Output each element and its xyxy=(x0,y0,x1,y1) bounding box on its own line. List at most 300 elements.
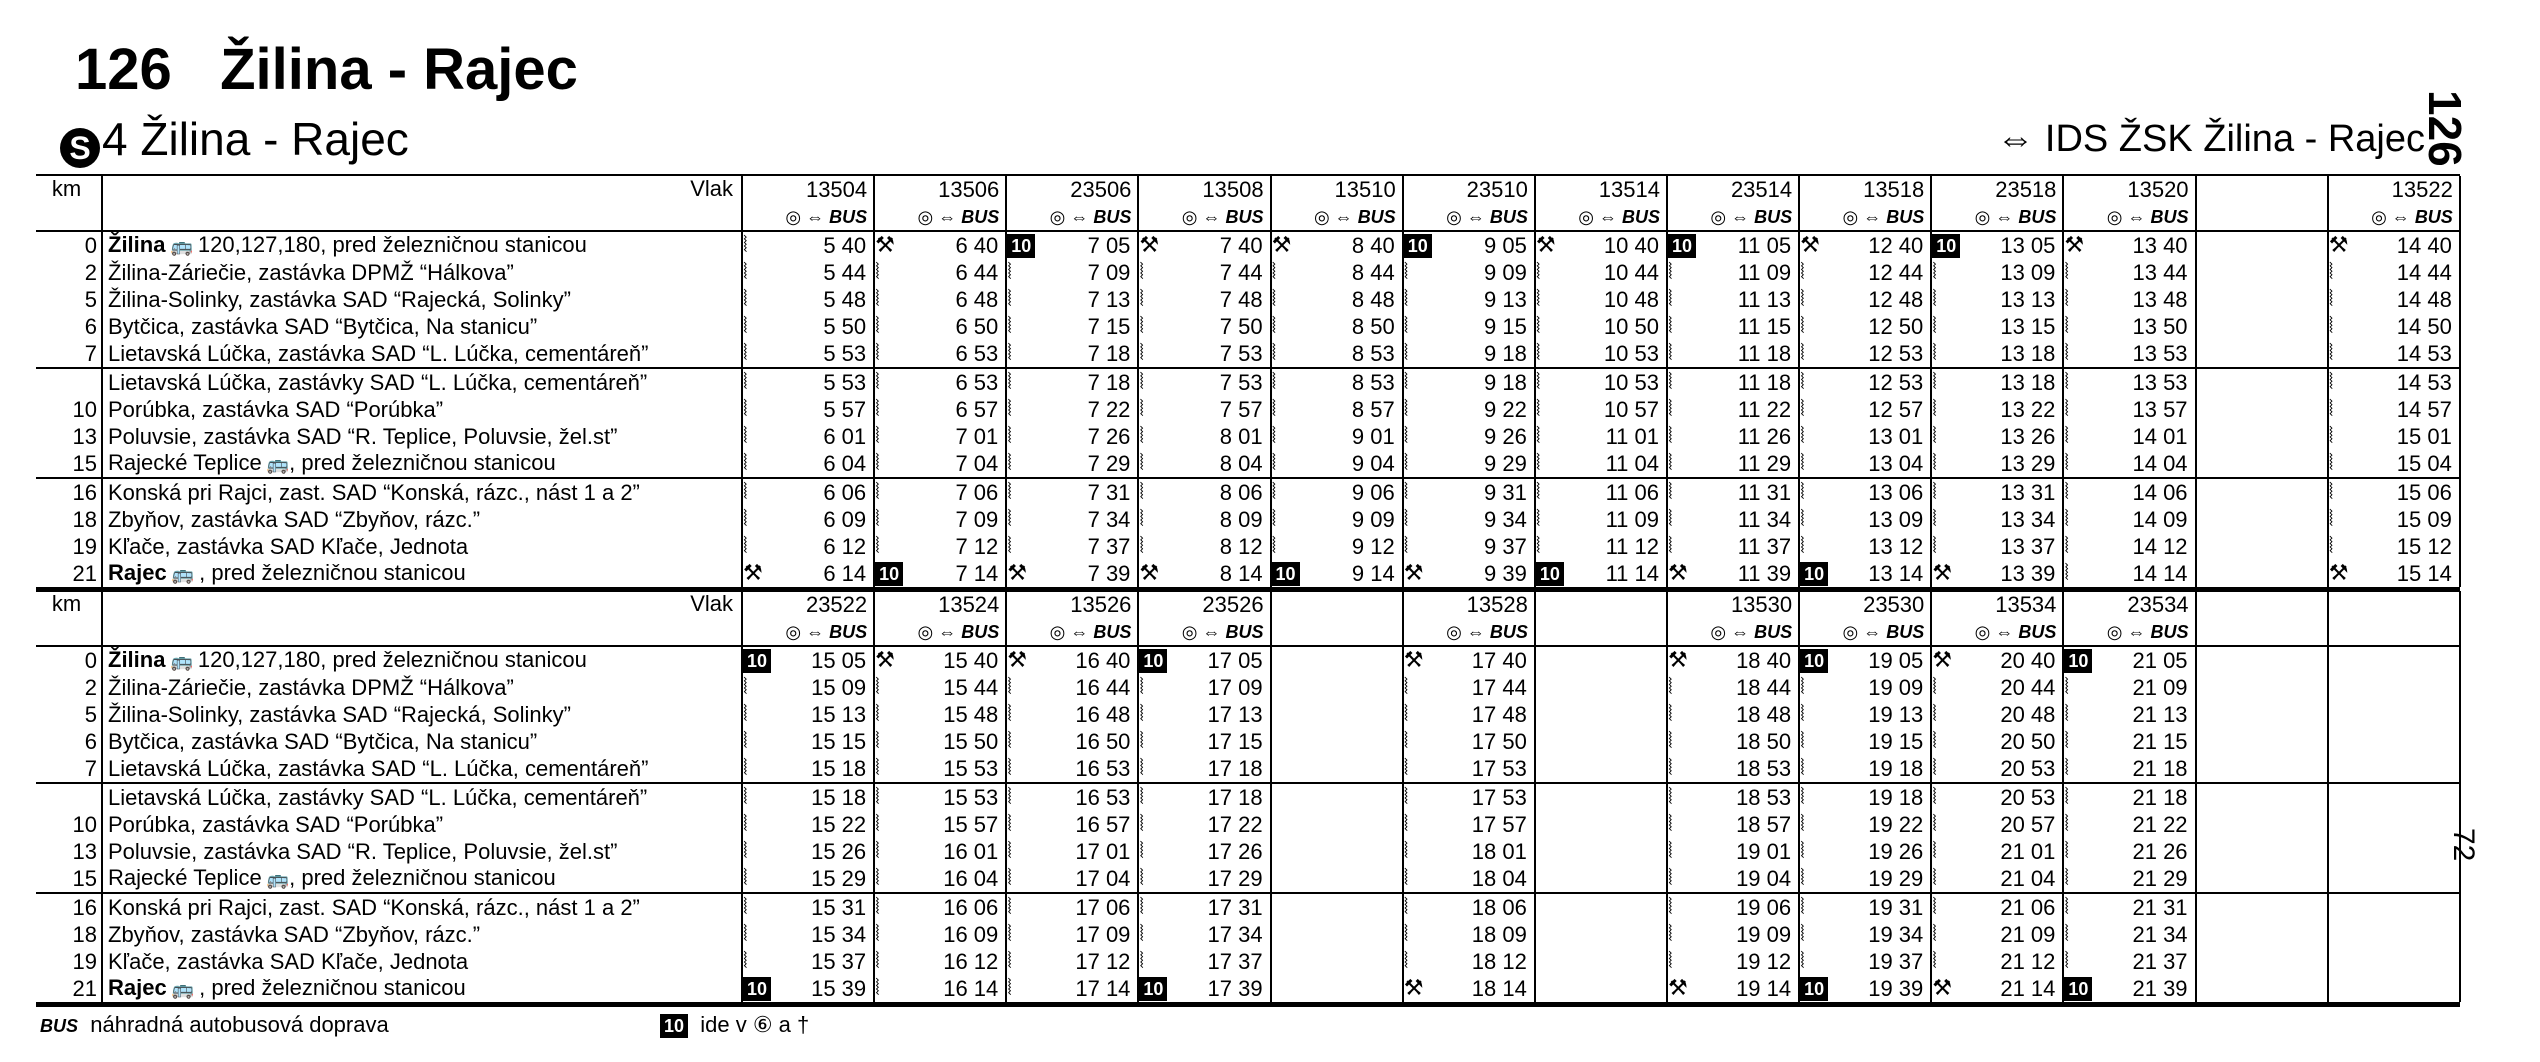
symbol-cell xyxy=(2328,560,2362,587)
time-cell: 7 18 xyxy=(1040,368,1138,396)
service-icon-group xyxy=(1050,622,1132,642)
page-number: 72 xyxy=(2447,828,2480,862)
symbol-cell xyxy=(1403,755,1437,783)
time-cell xyxy=(2230,838,2328,865)
time-cell: 20 50 xyxy=(1965,728,2063,755)
symbol-cell xyxy=(1006,340,1040,368)
symbol-cell xyxy=(1271,646,1305,674)
time-cell xyxy=(2230,975,2328,1002)
symbol-cell xyxy=(1535,948,1569,975)
service-icon-group xyxy=(1446,622,1528,642)
symbol-cell xyxy=(2063,921,2097,948)
symbol-cell xyxy=(2063,948,2097,975)
symbol-cell xyxy=(1006,423,1040,450)
continuation-mark: ⦚ xyxy=(743,865,748,890)
symbol-cell xyxy=(1403,674,1437,701)
time-cell: 11 37 xyxy=(1701,533,1799,560)
symbol-cell xyxy=(1799,396,1833,423)
station-name xyxy=(102,646,742,674)
continuation-mark: ⦚ xyxy=(1007,701,1012,726)
time-cell: 7 15 xyxy=(1040,313,1138,340)
symbol-cell xyxy=(1667,838,1701,865)
time-cell xyxy=(2362,865,2460,893)
symbol-cell xyxy=(1271,975,1305,1002)
service-icon-group xyxy=(918,207,1000,227)
arrows-icon: ⇔ xyxy=(1863,622,1882,642)
continuation-mark: ⦚ xyxy=(1800,674,1805,699)
symbol-cell xyxy=(1138,701,1172,728)
continuation-mark: ⦚ xyxy=(875,728,880,753)
continuation-mark: ⦚ xyxy=(1007,533,1012,558)
symbol-cell xyxy=(2063,478,2097,506)
km-cell: 10 xyxy=(36,396,102,423)
eye-icon: ◎ xyxy=(1313,207,1330,227)
station-name-text: Žilina-Záriečie, zastávka DPMŽ “Hálkova” xyxy=(108,674,514,700)
service-icon-group xyxy=(1843,622,1925,642)
continuation-mark: ⦚ xyxy=(1800,755,1805,780)
continuation-mark: ⦚ xyxy=(743,674,748,699)
eye-icon: ◎ xyxy=(1049,207,1066,227)
symbol-cell xyxy=(1667,313,1701,340)
station-name-text: Porúbka, zastávka SAD “Porúbka” xyxy=(108,396,444,422)
time-cell: 9 34 xyxy=(1437,506,1535,533)
time-cell: 9 29 xyxy=(1437,450,1535,478)
bus-label: BUS xyxy=(1225,622,1264,642)
hammers-icon: ⚒ xyxy=(1139,232,1160,257)
continuation-mark: ⦚ xyxy=(743,259,748,284)
hammers-icon: ⚒ xyxy=(1007,647,1028,672)
time-cell: 15 18 xyxy=(776,755,874,783)
symbol-cell xyxy=(1271,948,1305,975)
code-10-badge: 10 xyxy=(1404,234,1432,258)
hammers-icon: ⚒ xyxy=(1667,560,1688,585)
time-cell: 21 12 xyxy=(1965,948,2063,975)
code-10-badge: 10 xyxy=(660,1014,688,1038)
km-cell: 0 xyxy=(36,231,102,259)
continuation-mark: ⦚ xyxy=(1007,865,1012,890)
continuation-mark: ⦚ xyxy=(2328,259,2334,284)
symbol-cell xyxy=(2328,450,2362,478)
time-cell xyxy=(2230,450,2328,478)
time-cell: 9 39 xyxy=(1437,560,1535,587)
table-row xyxy=(36,231,2460,259)
continuation-mark: ⦚ xyxy=(1800,369,1805,394)
symbol-cell xyxy=(1667,231,1701,259)
service-icons xyxy=(874,203,1006,231)
time-cell: 10 50 xyxy=(1569,313,1667,340)
symbol-cell xyxy=(742,948,776,975)
eye-icon: ◎ xyxy=(1974,622,1991,642)
continuation-mark: ⦚ xyxy=(1535,479,1541,504)
continuation-mark: ⦚ xyxy=(1932,423,1937,448)
km-cell: 10 xyxy=(36,811,102,838)
symbol-cell xyxy=(1271,811,1305,838)
symbol-cell xyxy=(1535,259,1569,286)
time-cell: 11 14 xyxy=(1569,560,1667,587)
symbol-cell xyxy=(742,286,776,313)
symbol-cell xyxy=(742,646,776,674)
code-10-badge: 10 xyxy=(1007,234,1035,258)
km-cell: 21 xyxy=(36,975,102,1002)
symbol-cell xyxy=(1006,838,1040,865)
time-cell: 19 22 xyxy=(1833,811,1931,838)
table-row xyxy=(36,286,2460,313)
time-cell xyxy=(2362,701,2460,728)
time-cell xyxy=(2230,893,2328,921)
bus-label: BUS xyxy=(1754,622,1793,642)
continuation-mark: ⦚ xyxy=(1800,948,1805,973)
station-name xyxy=(102,755,742,783)
time-cell: 11 09 xyxy=(1701,259,1799,286)
continuation-mark: ⦚ xyxy=(875,865,880,890)
symbol-cell xyxy=(1138,921,1172,948)
symbol-cell xyxy=(1667,893,1701,921)
table-row xyxy=(36,975,2460,1002)
continuation-mark: ⦚ xyxy=(1271,286,1277,311)
continuation-mark: ⦚ xyxy=(1007,755,1012,780)
continuation-mark: ⦚ xyxy=(1932,701,1937,726)
continuation-mark: ⦚ xyxy=(1535,533,1541,558)
time-cell: 10 48 xyxy=(1569,286,1667,313)
continuation-mark: ⦚ xyxy=(1800,533,1805,558)
time-cell: 7 04 xyxy=(908,450,1006,478)
symbol-cell xyxy=(1271,560,1305,587)
bus-icon: 🚌 xyxy=(165,651,198,671)
continuation-mark: ⦚ xyxy=(743,479,748,504)
symbol-cell xyxy=(1799,811,1833,838)
km-cell: 5 xyxy=(36,286,102,313)
symbol-cell xyxy=(1931,396,1965,423)
symbol-cell xyxy=(1271,701,1305,728)
symbol-cell xyxy=(1006,701,1040,728)
symbol-cell xyxy=(874,368,908,396)
continuation-mark: ⦚ xyxy=(1932,286,1937,311)
symbol-cell xyxy=(742,259,776,286)
time-cell: 21 37 xyxy=(2097,948,2195,975)
station-name-text: 120,127,180, pred železničnou stanicou xyxy=(197,647,587,672)
service-icons xyxy=(2196,203,2328,231)
continuation-mark: ⦚ xyxy=(1271,259,1277,284)
symbol-cell xyxy=(2196,368,2230,396)
service-icon-group xyxy=(1843,207,1925,227)
ids-label: ⇔ IDS ŽSK Žilina - Rajec xyxy=(1996,118,2425,160)
time-cell: 21 18 xyxy=(2097,783,2195,811)
symbol-cell xyxy=(1931,865,1965,893)
time-cell: 14 12 xyxy=(2097,533,2195,560)
symbol-cell xyxy=(742,701,776,728)
symbol-cell xyxy=(2196,728,2230,755)
symbol-cell xyxy=(1931,533,1965,560)
symbol-cell xyxy=(1006,560,1040,587)
time-cell: 11 05 xyxy=(1701,231,1799,259)
code-10-badge: 10 xyxy=(1536,562,1564,586)
symbol-cell xyxy=(2063,674,2097,701)
time-cell: 12 57 xyxy=(1833,396,1931,423)
continuation-mark: ⦚ xyxy=(2064,313,2070,338)
time-cell xyxy=(1305,728,1403,755)
bus-label: BUS xyxy=(1489,622,1528,642)
continuation-mark: ⦚ xyxy=(875,396,880,421)
service-icons xyxy=(1138,618,1270,646)
time-cell: 11 18 xyxy=(1701,368,1799,396)
symbol-cell xyxy=(2196,865,2230,893)
continuation-mark: ⦚ xyxy=(1667,369,1673,394)
continuation-mark: ⦚ xyxy=(1932,811,1937,836)
arrows-icon: ⇔ xyxy=(1598,207,1617,227)
bus-label: BUS xyxy=(1886,622,1925,642)
station-name-text: Poluvsie, zastávka SAD “R. Teplice, Poluvsie, žel.st” xyxy=(108,423,618,449)
continuation-mark: ⦚ xyxy=(875,948,880,973)
bus-code: BUS xyxy=(40,1016,79,1036)
time-cell: 11 31 xyxy=(1701,478,1799,506)
eye-icon: ◎ xyxy=(785,622,802,642)
train-number: 13526 xyxy=(1006,591,1138,618)
time-cell: 14 04 xyxy=(2097,450,2195,478)
symbol-cell xyxy=(1799,755,1833,783)
continuation-mark: ⦚ xyxy=(1271,506,1277,531)
time-cell: 7 18 xyxy=(1040,340,1138,368)
symbol-cell xyxy=(2196,423,2230,450)
continuation-mark: ⦚ xyxy=(1667,674,1673,699)
symbol-cell xyxy=(1006,811,1040,838)
continuation-mark: ⦚ xyxy=(875,894,880,919)
symbol-cell xyxy=(1931,838,1965,865)
symbol-cell xyxy=(1535,368,1569,396)
train-number: 13514 xyxy=(1535,176,1667,203)
time-cell: 18 57 xyxy=(1701,811,1799,838)
symbol-cell xyxy=(1138,340,1172,368)
time-cell: 16 06 xyxy=(908,893,1006,921)
time-cell xyxy=(1569,646,1667,674)
time-cell: 13 53 xyxy=(2097,368,2195,396)
time-cell: 18 04 xyxy=(1437,865,1535,893)
continuation-mark: ⦚ xyxy=(1139,313,1145,338)
symbol-cell xyxy=(2196,948,2230,975)
time-cell: 8 06 xyxy=(1172,478,1270,506)
time-cell: 13 04 xyxy=(1833,450,1931,478)
continuation-mark: ⦚ xyxy=(1800,838,1805,863)
time-cell xyxy=(2230,396,2328,423)
symbol-cell xyxy=(1535,231,1569,259)
symbol-cell xyxy=(2328,313,2362,340)
symbol-cell xyxy=(1931,423,1965,450)
symbol-cell xyxy=(742,975,776,1002)
train-number xyxy=(1535,591,1667,618)
time-cell: 5 53 xyxy=(776,340,874,368)
time-cell: 13 44 xyxy=(2097,259,2195,286)
symbol-cell xyxy=(2063,728,2097,755)
continuation-mark: ⦚ xyxy=(1800,479,1805,504)
station-name xyxy=(102,396,742,423)
symbol-cell xyxy=(2328,506,2362,533)
continuation-mark: ⦚ xyxy=(1007,369,1012,394)
time-cell: 20 53 xyxy=(1965,755,2063,783)
time-cell xyxy=(2230,231,2328,259)
time-cell: 8 12 xyxy=(1172,533,1270,560)
symbol-cell xyxy=(2196,313,2230,340)
station-name xyxy=(102,701,742,728)
symbol-cell xyxy=(1403,478,1437,506)
time-cell: 19 09 xyxy=(1701,921,1799,948)
continuation-mark: ⦚ xyxy=(1139,340,1145,365)
symbol-cell xyxy=(2196,259,2230,286)
symbol-cell xyxy=(1271,674,1305,701)
time-cell: 18 09 xyxy=(1437,921,1535,948)
symbol-cell xyxy=(2063,368,2097,396)
symbol-cell xyxy=(1667,368,1701,396)
train-number: 23522 xyxy=(742,591,874,618)
time-cell: 9 22 xyxy=(1437,396,1535,423)
time-cell: 21 05 xyxy=(2097,646,2195,674)
symbol-cell xyxy=(1403,921,1437,948)
table-row xyxy=(36,728,2460,755)
station-name xyxy=(102,728,742,755)
s-line-number: 4 xyxy=(102,113,128,165)
symbol-cell xyxy=(2328,755,2362,783)
time-cell: 15 01 xyxy=(2362,423,2460,450)
continuation-mark: ⦚ xyxy=(1667,340,1673,365)
continuation-mark: ⦚ xyxy=(1932,865,1937,890)
service-icons xyxy=(1799,618,1931,646)
continuation-mark: ⦚ xyxy=(1535,506,1541,531)
symbol-cell xyxy=(1138,838,1172,865)
service-icon-group xyxy=(1182,622,1264,642)
symbol-cell xyxy=(1138,948,1172,975)
table-row xyxy=(36,368,2460,396)
symbol-cell xyxy=(1799,478,1833,506)
symbol-cell xyxy=(1535,313,1569,340)
continuation-mark: ⦚ xyxy=(1403,865,1409,890)
continuation-mark: ⦚ xyxy=(875,674,880,699)
continuation-mark: ⦚ xyxy=(2328,369,2334,394)
time-cell: 15 09 xyxy=(776,674,874,701)
continuation-mark: ⦚ xyxy=(2064,728,2070,753)
time-cell: 17 09 xyxy=(1040,921,1138,948)
symbol-cell xyxy=(1535,450,1569,478)
continuation-mark: ⦚ xyxy=(1667,313,1673,338)
time-cell: 19 31 xyxy=(1833,893,1931,921)
symbol-cell xyxy=(1799,838,1833,865)
time-cell: 18 44 xyxy=(1701,674,1799,701)
symbol-cell xyxy=(1006,728,1040,755)
continuation-mark: ⦚ xyxy=(1800,701,1805,726)
time-cell: 15 06 xyxy=(2362,478,2460,506)
bus-label: BUS xyxy=(2414,207,2453,227)
continuation-mark: ⦚ xyxy=(1007,259,1012,284)
symbol-cell xyxy=(1138,865,1172,893)
continuation-mark: ⦚ xyxy=(1932,921,1937,946)
time-cell: 11 13 xyxy=(1701,286,1799,313)
continuation-mark: ⦚ xyxy=(1932,340,1937,365)
time-cell: 21 13 xyxy=(2097,701,2195,728)
time-cell: 9 09 xyxy=(1437,259,1535,286)
time-cell xyxy=(2362,975,2460,1002)
symbol-cell xyxy=(2063,313,2097,340)
time-cell xyxy=(2230,728,2328,755)
code-10-badge: 10 xyxy=(1272,562,1300,586)
symbol-cell xyxy=(2328,533,2362,560)
continuation-mark: ⦚ xyxy=(1800,340,1805,365)
continuation-mark: ⦚ xyxy=(1139,811,1145,836)
symbol-cell xyxy=(874,286,908,313)
symbol-cell xyxy=(742,728,776,755)
train-number: 13524 xyxy=(874,591,1006,618)
continuation-mark: ⦚ xyxy=(1139,948,1145,973)
symbol-cell xyxy=(742,396,776,423)
continuation-mark: ⦚ xyxy=(2328,313,2334,338)
continuation-mark: ⦚ xyxy=(1271,533,1277,558)
continuation-mark: ⦚ xyxy=(1932,948,1937,973)
symbol-cell xyxy=(742,674,776,701)
time-cell xyxy=(2362,948,2460,975)
continuation-mark: ⦚ xyxy=(1007,313,1012,338)
service-icon-group xyxy=(1446,207,1528,227)
service-icon-group xyxy=(1182,207,1264,227)
station-name xyxy=(102,340,742,368)
time-cell: 19 12 xyxy=(1701,948,1799,975)
symbol-cell xyxy=(2063,286,2097,313)
symbol-cell xyxy=(1006,921,1040,948)
train-number: 23510 xyxy=(1403,176,1535,203)
time-cell: 13 29 xyxy=(1965,450,2063,478)
station-name-text: Zbyňov, zastávka SAD “Zbyňov, rázc.” xyxy=(108,506,481,532)
continuation-mark: ⦚ xyxy=(1667,838,1673,863)
station-name-text: Žilina-Solinky, zastávka SAD “Rajecká, Solinky” xyxy=(108,701,571,727)
symbol-cell xyxy=(1403,560,1437,587)
continuation-mark: ⦚ xyxy=(743,313,748,338)
continuation-mark: ⦚ xyxy=(2064,921,2070,946)
service-icons xyxy=(1535,203,1667,231)
time-cell: 15 39 xyxy=(776,975,874,1002)
continuation-mark: ⦚ xyxy=(1271,479,1277,504)
symbol-cell xyxy=(2328,948,2362,975)
continuation-mark: ⦚ xyxy=(1667,450,1673,475)
table-row xyxy=(36,755,2460,783)
symbol-cell xyxy=(874,450,908,478)
time-cell: 5 44 xyxy=(776,259,874,286)
symbol-cell xyxy=(1403,231,1437,259)
continuation-mark: ⦚ xyxy=(1932,755,1937,780)
station-name-text: Kľače, zastávka SAD Kľače, Jednota xyxy=(108,533,469,559)
bus-label: BUS xyxy=(1225,207,1264,227)
symbol-cell xyxy=(1931,646,1965,674)
symbol-cell xyxy=(2328,674,2362,701)
symbol-cell xyxy=(2196,286,2230,313)
symbol-cell xyxy=(1799,450,1833,478)
symbol-cell xyxy=(1271,368,1305,396)
hammers-icon: ⚒ xyxy=(1932,975,1952,1000)
time-cell: 16 50 xyxy=(1040,728,1138,755)
symbol-cell xyxy=(1271,450,1305,478)
continuation-mark: ⦚ xyxy=(743,369,748,394)
arrows-icon: ⇔ xyxy=(1070,622,1089,642)
time-cell xyxy=(2362,838,2460,865)
time-cell: 15 04 xyxy=(2362,450,2460,478)
continuation-mark: ⦚ xyxy=(743,921,748,946)
symbol-cell xyxy=(1138,975,1172,1002)
time-cell: 12 53 xyxy=(1833,368,1931,396)
bus-label: BUS xyxy=(1621,207,1660,227)
symbol-cell xyxy=(1138,893,1172,921)
symbol-cell xyxy=(1799,533,1833,560)
time-cell: 13 48 xyxy=(2097,286,2195,313)
service-icon-group xyxy=(1975,207,2057,227)
continuation-mark: ⦚ xyxy=(1800,728,1805,753)
symbol-cell xyxy=(1799,340,1833,368)
time-cell xyxy=(2230,340,2328,368)
time-cell: 9 26 xyxy=(1437,423,1535,450)
table-row xyxy=(36,533,2460,560)
